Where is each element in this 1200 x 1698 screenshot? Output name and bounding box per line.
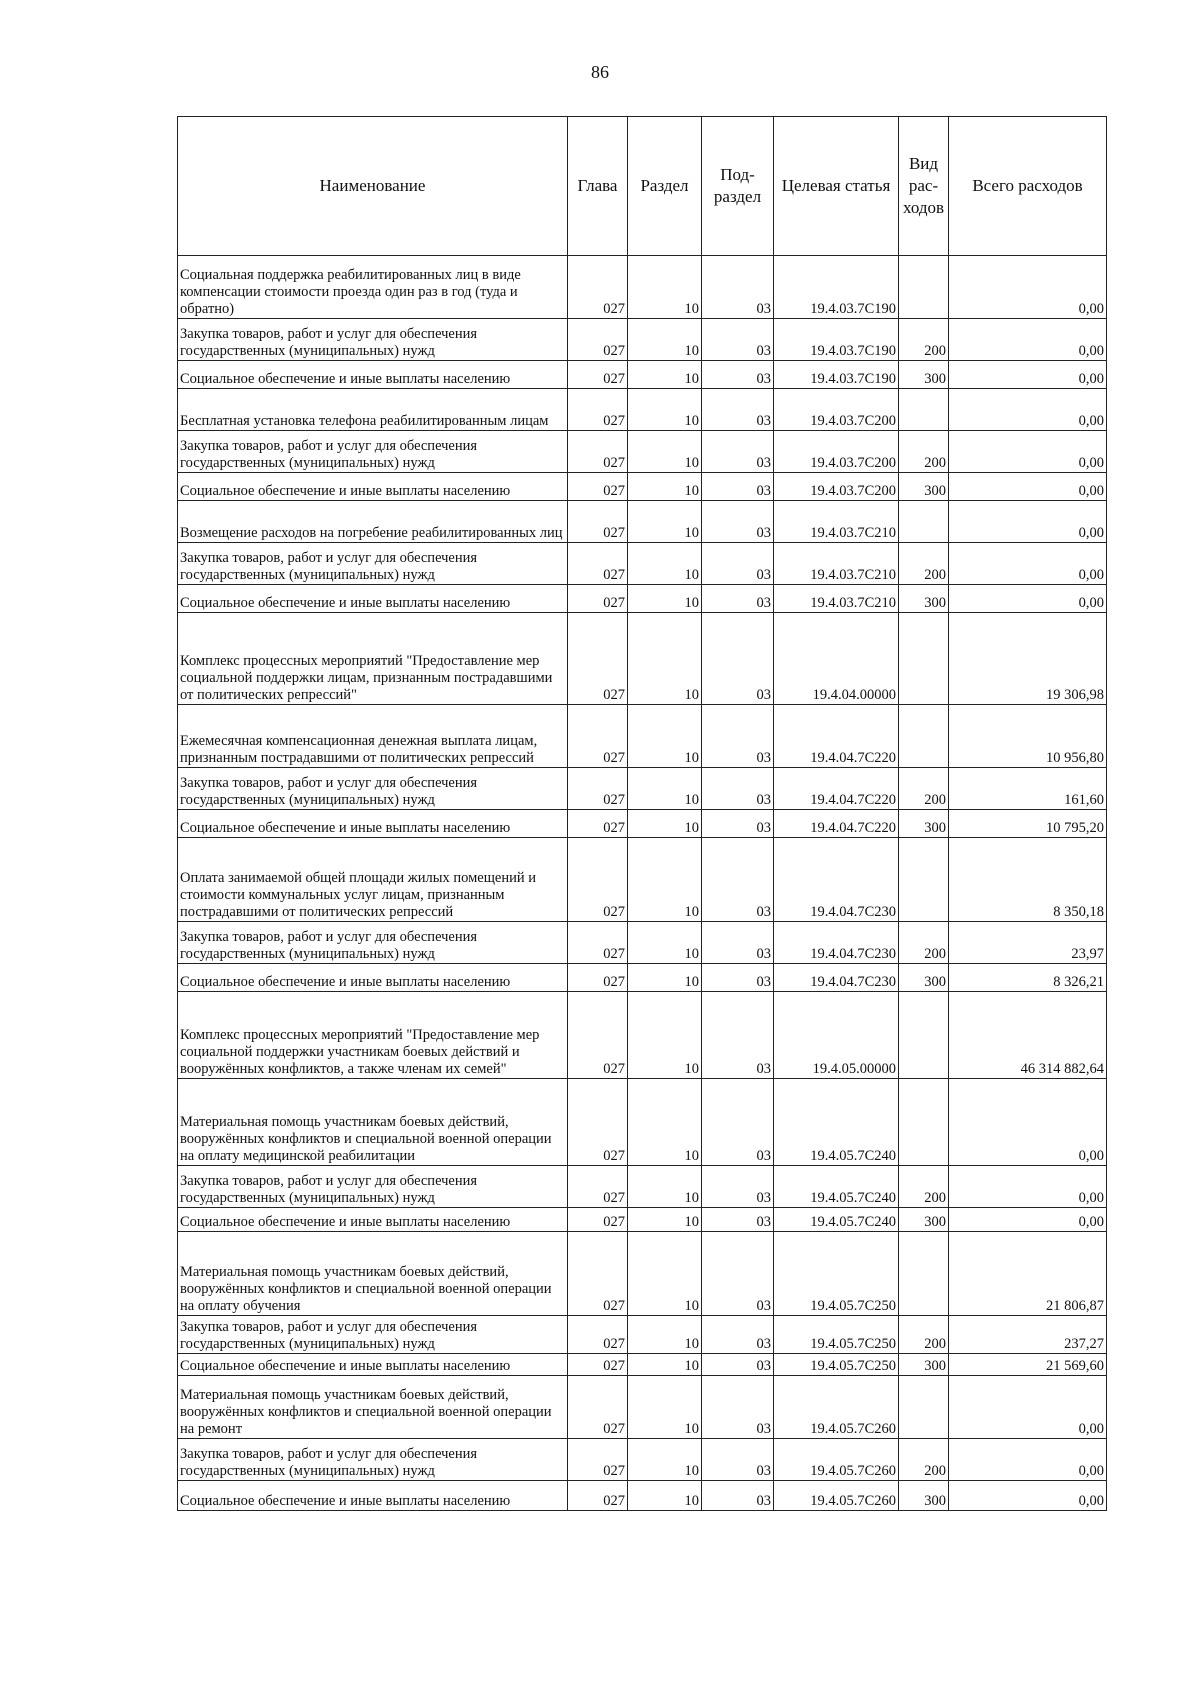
cell-razdel: 10 [628,319,702,361]
cell-name: Закупка товаров, работ и услуг для обеспечения государственных (муниципальных) нужд [178,1316,568,1354]
cell-total: 10 795,20 [949,810,1107,838]
cell-razdel: 10 [628,1376,702,1439]
cell-vid: 300 [899,1481,949,1511]
cell-razdel: 10 [628,1316,702,1354]
cell-name: Социальное обеспечение и иные выплаты населению [178,810,568,838]
table-body [178,256,1107,1511]
cell-name: Закупка товаров, работ и услуг для обеспечения государственных (муниципальных) нужд [178,922,568,964]
cell-celevaya: 19.4.05.7С260 [774,1439,899,1481]
cell-celevaya: 19.4.04.7С230 [774,838,899,922]
table-row [178,810,1107,838]
cell-razdel: 10 [628,1208,702,1232]
cell-glava: 027 [568,1208,628,1232]
cell-vid: 200 [899,1316,949,1354]
cell-total: 161,60 [949,768,1107,810]
cell-podrazdel: 03 [702,1316,774,1354]
cell-podrazdel: 03 [702,473,774,501]
cell-podrazdel: 03 [702,1481,774,1511]
cell-name: Закупка товаров, работ и услуг для обеспечения государственных (муниципальных) нужд [178,431,568,473]
cell-podrazdel: 03 [702,1208,774,1232]
cell-razdel: 10 [628,256,702,319]
cell-razdel: 10 [628,361,702,389]
table-row [178,361,1107,389]
table-row [178,1079,1107,1166]
cell-vid: 300 [899,585,949,613]
cell-razdel: 10 [628,922,702,964]
cell-glava: 027 [568,1439,628,1481]
cell-podrazdel: 03 [702,1354,774,1376]
cell-name: Закупка товаров, работ и услуг для обеспечения государственных (муниципальных) нужд [178,319,568,361]
cell-name: Закупка товаров, работ и услуг для обеспечения государственных (муниципальных) нужд [178,1166,568,1208]
cell-vid [899,256,949,319]
cell-razdel: 10 [628,964,702,992]
cell-vid [899,613,949,705]
cell-vid: 300 [899,964,949,992]
cell-glava: 027 [568,1481,628,1511]
cell-glava: 027 [568,768,628,810]
cell-glava: 027 [568,361,628,389]
cell-razdel: 10 [628,810,702,838]
cell-celevaya: 19.4.03.7С200 [774,389,899,431]
table-row [178,922,1107,964]
cell-glava: 027 [568,1079,628,1166]
cell-glava: 027 [568,389,628,431]
cell-celevaya: 19.4.03.7С210 [774,585,899,613]
cell-celevaya: 19.4.04.7С230 [774,922,899,964]
budget-table [177,116,1107,1511]
cell-name: Закупка товаров, работ и услуг для обеспечения государственных (муниципальных) нужд [178,543,568,585]
cell-glava: 027 [568,585,628,613]
cell-vid: 200 [899,319,949,361]
cell-glava: 027 [568,543,628,585]
cell-name: Материальная помощь участникам боевых действий, вооружённых конфликтов и специальной военной операции на оплату обучения [178,1232,568,1316]
cell-vid [899,838,949,922]
cell-celevaya: 19.4.05.7С240 [774,1166,899,1208]
table-row [178,1376,1107,1439]
cell-total: 21 806,87 [949,1232,1107,1316]
table-row [178,768,1107,810]
cell-name: Социальное обеспечение и иные выплаты населению [178,964,568,992]
cell-name: Бесплатная установка телефона реабилитированным лицам [178,389,568,431]
cell-celevaya: 19.4.03.7С190 [774,256,899,319]
cell-razdel: 10 [628,1079,702,1166]
cell-celevaya: 19.4.05.7С240 [774,1208,899,1232]
cell-podrazdel: 03 [702,964,774,992]
cell-podrazdel: 03 [702,389,774,431]
cell-glava: 027 [568,1376,628,1439]
cell-vid [899,501,949,543]
table-row [178,705,1107,768]
cell-podrazdel: 03 [702,838,774,922]
cell-total: 0,00 [949,1079,1107,1166]
cell-vid: 200 [899,1166,949,1208]
cell-name: Социальное обеспечение и иные выплаты населению [178,585,568,613]
cell-total: 237,27 [949,1316,1107,1354]
cell-name: Оплата занимаемой общей площади жилых помещений и стоимости коммунальных услуг лицам, признанным пострадавшими от политических репрессий [178,838,568,922]
table-row [178,1316,1107,1354]
cell-celevaya: 19.4.04.7С220 [774,810,899,838]
cell-name: Возмещение расходов на погребение реабилитированных лиц [178,501,568,543]
cell-glava: 027 [568,256,628,319]
cell-podrazdel: 03 [702,992,774,1079]
header-name: Наименование [178,117,568,256]
table-row [178,992,1107,1079]
cell-celevaya: 19.4.05.7С250 [774,1232,899,1316]
cell-total: 0,00 [949,361,1107,389]
table-row [178,585,1107,613]
cell-total: 0,00 [949,319,1107,361]
cell-total: 0,00 [949,256,1107,319]
cell-vid [899,705,949,768]
cell-total: 10 956,80 [949,705,1107,768]
cell-name: Социальная поддержка реабилитированных лиц в виде компенсации стоимости проезда один раз в год (туда и обратно) [178,256,568,319]
cell-razdel: 10 [628,768,702,810]
cell-total: 0,00 [949,1439,1107,1481]
cell-podrazdel: 03 [702,431,774,473]
cell-vid: 200 [899,922,949,964]
cell-name: Закупка товаров, работ и услуг для обеспечения государственных (муниципальных) нужд [178,768,568,810]
table-row [178,964,1107,992]
cell-vid: 200 [899,1439,949,1481]
table-header [178,117,1107,256]
cell-vid [899,1376,949,1439]
cell-podrazdel: 03 [702,256,774,319]
cell-glava: 027 [568,431,628,473]
header-glava: Глава [568,117,628,256]
cell-name: Материальная помощь участникам боевых действий, вооружённых конфликтов и специальной военной операции на ремонт [178,1376,568,1439]
table-row [178,431,1107,473]
cell-glava: 027 [568,1354,628,1376]
cell-podrazdel: 03 [702,1166,774,1208]
cell-celevaya: 19.4.03.7С200 [774,473,899,501]
cell-celevaya: 19.4.04.00000 [774,613,899,705]
table-row [178,1166,1107,1208]
cell-name: Социальное обеспечение и иные выплаты населению [178,1481,568,1511]
cell-podrazdel: 03 [702,1079,774,1166]
cell-total: 19 306,98 [949,613,1107,705]
cell-vid [899,1232,949,1316]
table-row [178,389,1107,431]
cell-podrazdel: 03 [702,1232,774,1316]
cell-glava: 027 [568,1166,628,1208]
cell-name: Социальное обеспечение и иные выплаты населению [178,1208,568,1232]
cell-podrazdel: 03 [702,768,774,810]
cell-celevaya: 19.4.04.7С220 [774,768,899,810]
table-row [178,256,1107,319]
cell-podrazdel: 03 [702,543,774,585]
table-row [178,1354,1107,1376]
cell-razdel: 10 [628,585,702,613]
cell-vid: 300 [899,810,949,838]
cell-glava: 027 [568,1316,628,1354]
table-row [178,319,1107,361]
cell-podrazdel: 03 [702,705,774,768]
cell-vid: 300 [899,1354,949,1376]
cell-vid: 200 [899,768,949,810]
cell-vid: 300 [899,361,949,389]
cell-celevaya: 19.4.05.7С250 [774,1316,899,1354]
cell-razdel: 10 [628,838,702,922]
cell-name: Ежемесячная компенсационная денежная выплата лицам, признанным пострадавшими от политических репрессий [178,705,568,768]
cell-podrazdel: 03 [702,613,774,705]
cell-celevaya: 19.4.03.7С190 [774,361,899,389]
cell-glava: 027 [568,810,628,838]
cell-vid: 300 [899,1208,949,1232]
cell-glava: 027 [568,705,628,768]
cell-vid: 200 [899,543,949,585]
cell-razdel: 10 [628,473,702,501]
cell-podrazdel: 03 [702,501,774,543]
cell-razdel: 10 [628,1481,702,1511]
cell-name: Комплекс процессных мероприятий "Предоставление мер социальной поддержки лицам, признанным пострадавшими от политических репрессий" [178,613,568,705]
cell-name: Закупка товаров, работ и услуг для обеспечения государственных (муниципальных) нужд [178,1439,568,1481]
cell-total: 8 326,21 [949,964,1107,992]
cell-razdel: 10 [628,1354,702,1376]
cell-podrazdel: 03 [702,922,774,964]
page-number: 86 [591,62,609,82]
table-row [178,473,1107,501]
cell-celevaya: 19.4.03.7С210 [774,543,899,585]
cell-glava: 027 [568,319,628,361]
cell-vid: 200 [899,431,949,473]
cell-total: 8 350,18 [949,838,1107,922]
cell-celevaya: 19.4.03.7С210 [774,501,899,543]
cell-glava: 027 [568,613,628,705]
cell-total: 0,00 [949,1376,1107,1439]
cell-celevaya: 19.4.05.7С240 [774,1079,899,1166]
cell-vid [899,1079,949,1166]
cell-total: 0,00 [949,1208,1107,1232]
table-row [178,1481,1107,1511]
cell-total: 0,00 [949,473,1107,501]
cell-celevaya: 19.4.03.7С200 [774,431,899,473]
cell-razdel: 10 [628,1232,702,1316]
cell-razdel: 10 [628,543,702,585]
cell-total: 21 569,60 [949,1354,1107,1376]
cell-glava: 027 [568,838,628,922]
cell-podrazdel: 03 [702,361,774,389]
cell-razdel: 10 [628,992,702,1079]
cell-total: 0,00 [949,431,1107,473]
cell-glava: 027 [568,1232,628,1316]
cell-celevaya: 19.4.05.7С250 [774,1354,899,1376]
table-row [178,501,1107,543]
cell-total: 0,00 [949,543,1107,585]
cell-razdel: 10 [628,1166,702,1208]
table-row [178,1232,1107,1316]
cell-razdel: 10 [628,501,702,543]
cell-total: 23,97 [949,922,1107,964]
cell-total: 0,00 [949,1481,1107,1511]
cell-glava: 027 [568,473,628,501]
table-row [178,543,1107,585]
cell-total: 46 314 882,64 [949,992,1107,1079]
cell-glava: 027 [568,922,628,964]
header-vid: Вид рас- ходов [899,117,949,256]
cell-celevaya: 19.4.05.7С260 [774,1481,899,1511]
cell-total: 0,00 [949,1166,1107,1208]
cell-glava: 027 [568,992,628,1079]
cell-razdel: 10 [628,431,702,473]
cell-vid [899,389,949,431]
cell-podrazdel: 03 [702,1376,774,1439]
table-row [178,1208,1107,1232]
cell-glava: 027 [568,964,628,992]
cell-glava: 027 [568,501,628,543]
cell-vid: 300 [899,473,949,501]
cell-celevaya: 19.4.05.7С260 [774,1376,899,1439]
header-podrazdel: Под- раздел [702,117,774,256]
cell-razdel: 10 [628,705,702,768]
cell-celevaya: 19.4.04.7С220 [774,705,899,768]
cell-name: Социальное обеспечение и иные выплаты населению [178,361,568,389]
header-celevaya: Целевая статья [774,117,899,256]
cell-vid [899,992,949,1079]
cell-podrazdel: 03 [702,1439,774,1481]
cell-name: Социальное обеспечение и иные выплаты населению [178,473,568,501]
cell-name: Материальная помощь участникам боевых действий, вооружённых конфликтов и специальной военной операции на оплату медицинской реабилитации [178,1079,568,1166]
cell-total: 0,00 [949,389,1107,431]
cell-celevaya: 19.4.05.00000 [774,992,899,1079]
table-row [178,838,1107,922]
cell-name: Комплекс процессных мероприятий "Предоставление мер социальной поддержки участникам боевых действий и вооружённых конфликтов, а также членам их семей" [178,992,568,1079]
cell-name: Социальное обеспечение и иные выплаты населению [178,1354,568,1376]
cell-celevaya: 19.4.04.7С230 [774,964,899,992]
cell-total: 0,00 [949,585,1107,613]
header-razdel: Раздел [628,117,702,256]
cell-razdel: 10 [628,1439,702,1481]
table-row [178,613,1107,705]
header-total: Всего расходов [949,117,1107,256]
cell-celevaya: 19.4.03.7С190 [774,319,899,361]
cell-razdel: 10 [628,613,702,705]
cell-podrazdel: 03 [702,585,774,613]
cell-total: 0,00 [949,501,1107,543]
cell-razdel: 10 [628,389,702,431]
cell-podrazdel: 03 [702,319,774,361]
table-row [178,1439,1107,1481]
cell-podrazdel: 03 [702,810,774,838]
